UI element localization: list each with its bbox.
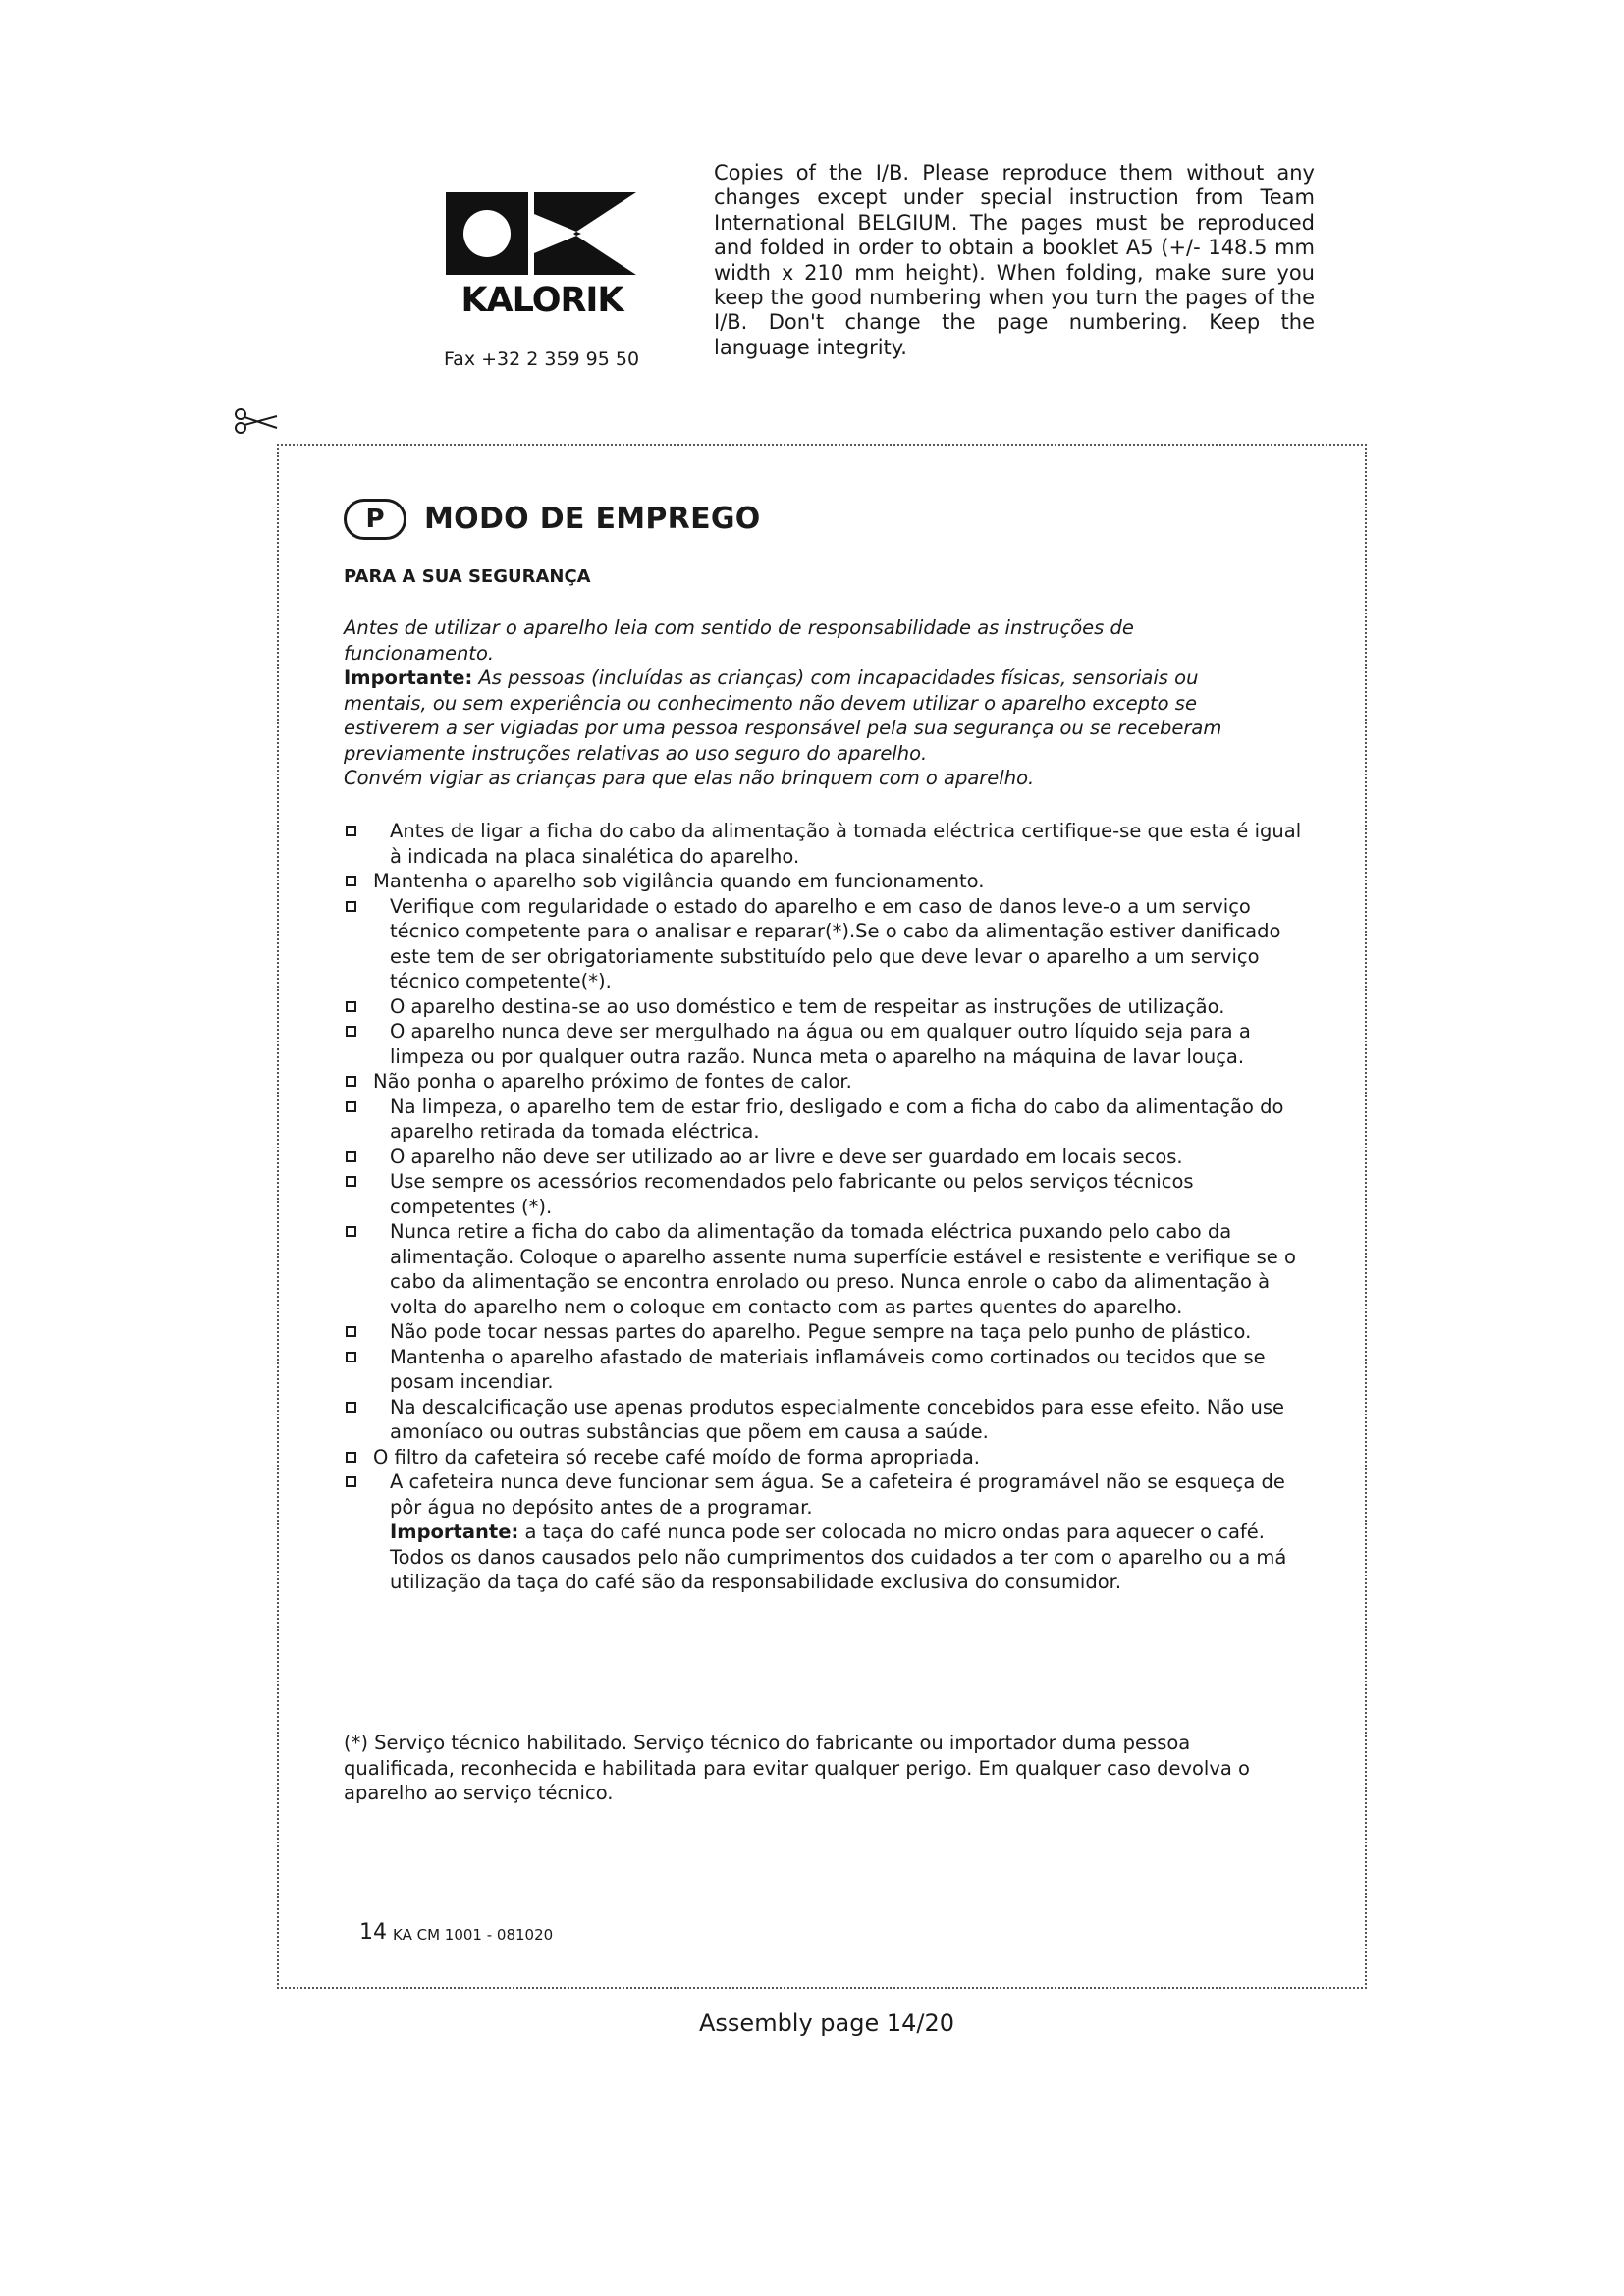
checkbox-bullet-icon xyxy=(346,1226,356,1237)
checkbox-bullet-icon xyxy=(346,1076,356,1087)
assembly-page-note: Assembly page 14/20 xyxy=(699,2009,955,2037)
checkbox-bullet-icon xyxy=(346,1452,356,1463)
bullet-important-text: a taça do café nunca pode ser colocada no micro ondas para aquecer o café. Todos os danos causados pelo não cumprimentos dos cuidados a ter com o aparelho ou a má utilização da taça do café são da responsabilidade exclusiva do consumidor. xyxy=(390,1521,1287,1593)
intro-paragraph: Antes de utilizar o aparelho leia com sentido de responsabilidade as instruções de funcionamento. xyxy=(344,616,1134,665)
list-item: Use sempre os acessórios recomendados pelo fabricante ou pelos serviços técnicos competentes (*). xyxy=(344,1169,1306,1219)
logo-wordmark: KALORIK xyxy=(460,281,623,320)
cut-line-left xyxy=(277,444,279,1989)
list-item: Verifique com regularidade o estado do aparelho e em caso de danos leve-o a um serviço técnico competente para o analisar e reparar(*).Se o cabo da alimentação estiver danificado este tem de ser obrigatoriamente substituído pelo que deve levar o aparelho a um serviço técnico competente(*). xyxy=(344,894,1306,994)
list-item: O aparelho destina-se ao uso doméstico e tem de respeitar as instruções de utilização. xyxy=(344,994,1306,1020)
list-item: Nunca retire a ficha do cabo da alimentação da tomada eléctrica puxando pelo cabo da alimentação. Coloque o aparelho assente numa superfície estável e resistente e verifique se o cabo da alimentação se encontra enrolado ou preso. Nunca enrole o cabo da alimentação à volta do aparelho nem o coloque em contacto com as partes quentes do aparelho. xyxy=(344,1219,1306,1319)
checkbox-bullet-icon xyxy=(346,1476,356,1487)
footnote: (*) Serviço técnico habilitado. Serviço técnico do fabricante ou importador duma pessoa qualificada, reconhecida e habilitada para evitar qualquer perigo. Em qualquer caso devolva o aparelho ao serviço técnico. xyxy=(344,1732,1250,1804)
page-number: 14 xyxy=(359,1920,387,1945)
safety-bullet-list xyxy=(344,819,1306,1595)
bullet-important-label: Importante: xyxy=(390,1521,519,1543)
safety-intro xyxy=(344,615,1276,791)
intro-important-text: As pessoas (incluídas as crianças) com incapacidades físicas, sensoriais ou mentais, ou sem experiência ou conhecimento não devem utilizar o aparelho excepto se estiverem a ser vigiadas por uma pessoa responsável pela sua segurança ou se receberam previamente instruções relativas ao uso seguro do aparelho. xyxy=(344,667,1222,765)
checkbox-bullet-icon xyxy=(346,1402,356,1413)
kalorik-logo xyxy=(444,187,640,320)
list-item: Não pode tocar nessas partes do aparelho. Pegue sempre na taça pelo punho de plástico. xyxy=(344,1319,1306,1345)
checkbox-bullet-icon xyxy=(346,1101,356,1112)
list-item: O filtro da cafeteira só recebe café moído de forma apropriada. xyxy=(344,1445,1306,1470)
list-item: Na limpeza, o aparelho tem de estar frio, desligado e com a ficha do cabo da alimentação do aparelho retirada da tomada eléctrica. xyxy=(344,1095,1306,1145)
checkbox-bullet-icon xyxy=(346,1352,356,1362)
list-item: Mantenha o aparelho afastado de materiais inflamáveis como cortinados ou tecidos que se posam incendiar. xyxy=(344,1345,1306,1395)
list-item: Antes de ligar a ficha do cabo da alimentação à tomada eléctrica certifique-se que esta é igual à indicada na placa sinalética do aparelho. xyxy=(344,819,1306,869)
intro-children-paragraph: Convém vigiar as crianças para que elas não brinquem com o aparelho. xyxy=(344,767,1035,789)
checkbox-bullet-icon xyxy=(346,1001,356,1012)
checkbox-bullet-icon xyxy=(346,1176,356,1187)
checkbox-bullet-icon xyxy=(346,1151,356,1162)
important-label: Importante: xyxy=(344,667,473,689)
list-item: Não ponha o aparelho próximo de fontes de calor. xyxy=(344,1069,1306,1095)
list-item: Mantenha o aparelho sob vigilância quando em funcionamento. xyxy=(344,869,1306,894)
checkbox-bullet-icon xyxy=(346,826,356,836)
cut-line-bottom xyxy=(277,1987,1367,1989)
checkbox-bullet-icon xyxy=(346,1326,356,1337)
cut-line-top xyxy=(277,444,1367,446)
intro-important-paragraph xyxy=(344,666,1276,766)
checkbox-bullet-icon xyxy=(346,876,356,886)
manual-title: MODO DE EMPREGO xyxy=(424,502,761,536)
language-badge: P xyxy=(344,499,406,540)
list-item: O aparelho não deve ser utilizado ao ar livre e deve ser guardado em locais secos. xyxy=(344,1145,1306,1170)
list-item: A cafeteira nunca deve funcionar sem água. Se a cafeteira é programável não se esqueça de pôr água no depósito antes de a programar. Importante: a taça do café nunca pode ser colocada no micro ondas para aquecer o café. Todos os danos causados pelo não cumprimentos dos cuidados a ter com o aparelho ou a má utilização da taça do café são da responsabilidade exclusiva do consumidor. xyxy=(344,1469,1306,1595)
list-item: Na descalcificação use apenas produtos especialmente concebidos para esse efeito. Não use amoníaco ou outras substâncias que põem em causa a saúde. xyxy=(344,1395,1306,1445)
fax-number: Fax +32 2 359 95 50 xyxy=(444,348,640,370)
list-item: O aparelho nunca deve ser mergulhado na água ou em qualquer outro líquido seja para a limpeza ou por qualquer outra razão. Nunca meta o aparelho na máquina de lavar louça. xyxy=(344,1019,1306,1069)
kalorik-logo-mark xyxy=(444,187,640,285)
section-heading: PARA A SUA SEGURANÇA xyxy=(344,566,591,587)
checkbox-bullet-icon xyxy=(346,1026,356,1037)
cut-line-right xyxy=(1365,444,1367,1989)
model-code: KA CM 1001 - 081020 xyxy=(393,1926,554,1944)
scissors-icon xyxy=(234,406,279,436)
copies-instruction-note: Copies of the I/B. Please reproduce them without any changes except under special instruction from Team International BELGIUM. The pages must be reproduced and folded in order to obtain a booklet A5 (+/- 148.5 mm width x 210 mm height). When folding, make sure you keep the good numbering when you turn the pages of the I/B. Don't change the page numbering. Keep the language integrity. xyxy=(714,161,1315,359)
checkbox-bullet-icon xyxy=(346,901,356,912)
